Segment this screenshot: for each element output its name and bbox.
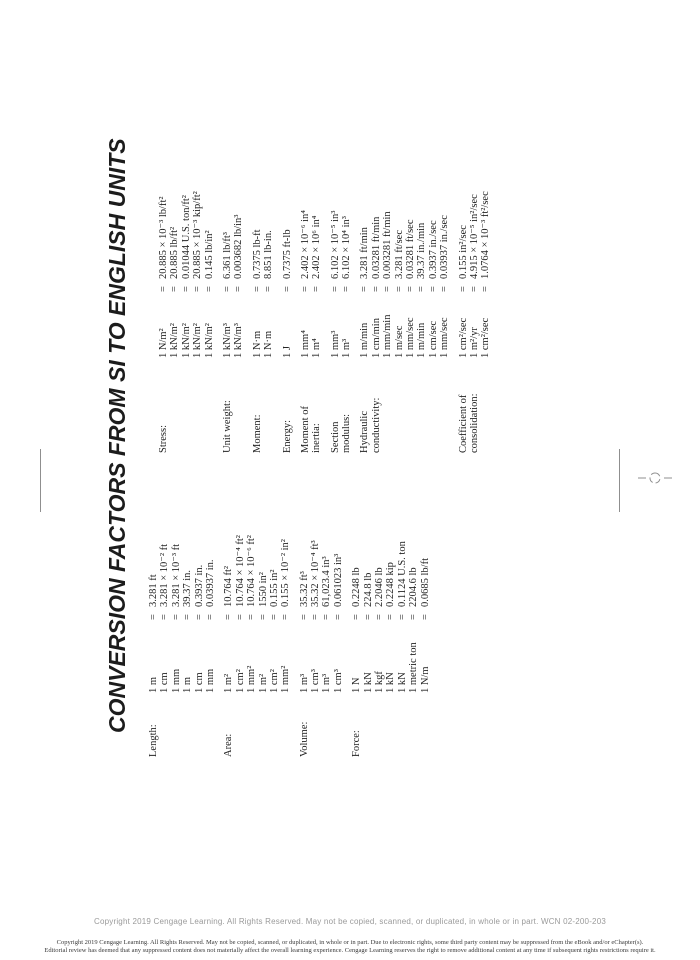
si-unit: 1 m³	[298, 673, 310, 693]
english-value: 0.0685 lb/ft	[419, 558, 431, 607]
english-value: 0.1124 U.S. ton	[396, 541, 408, 607]
si-unit: 1 mm	[204, 668, 216, 693]
conversion-row	[416, 108, 427, 358]
english-value: 0.3937 in./sec	[427, 220, 439, 279]
english-value: 20.885 × 10⁻³ lb/ft²	[158, 196, 169, 279]
english-value: 3.281 ft/sec	[393, 230, 405, 279]
conversion-row	[382, 108, 393, 358]
equals-sign: =	[159, 614, 171, 620]
equals-sign: =	[192, 286, 204, 292]
english-value: 39.37 in./min	[416, 222, 428, 279]
english-value: 224.8 lb	[362, 572, 374, 607]
si-unit: 1 m	[148, 676, 159, 693]
conversion-section	[458, 108, 492, 453]
conversion-row	[374, 457, 385, 693]
equals-sign: =	[221, 286, 233, 292]
english-value: 0.03937 in./sec	[439, 215, 451, 279]
conversion-section	[299, 457, 345, 757]
registration-mark-icon	[638, 470, 672, 486]
si-unit: 1 m³	[341, 338, 353, 358]
conversion-section	[252, 108, 275, 453]
conversion-row	[330, 108, 341, 358]
conversion-row	[205, 457, 216, 693]
english-value: 0.2248 lb	[351, 567, 363, 607]
equals-sign: =	[223, 614, 235, 620]
footer-copyright-line-1: Copyright 2019 Cengage Learning. All Rights Reserved. May not be copied, scanned, or duplicated, in whole or in part. WCN 02-200-203	[93, 917, 607, 926]
equals-sign: =	[480, 286, 492, 292]
equals-sign: =	[351, 614, 363, 620]
english-value: 20.885 × 10⁻³ kip/ft²	[192, 191, 204, 279]
conversion-section	[222, 108, 245, 453]
conversion-row	[458, 108, 469, 358]
english-value: 0.155 × 10⁻² in²	[280, 539, 292, 607]
si-unit: 1 m²	[257, 673, 269, 693]
section-rows	[222, 108, 245, 358]
si-unit: 1 metric ton	[408, 642, 420, 693]
footer-copyright-line-3: Editorial review has deemed that any suppressed content does not materially affect the overall learning experience. Cengage Learning reserves the right to remove additional content at any time if subsequent rights restrictions require it.	[44, 947, 656, 954]
conversion-row	[333, 457, 344, 693]
conversion-section	[330, 108, 353, 453]
si-unit: 1 cm	[193, 672, 205, 693]
section-label: Unit weight:	[221, 400, 233, 453]
english-value: 2.402 × 10⁶ in⁴	[311, 215, 323, 279]
equals-sign: =	[169, 286, 181, 292]
si-unit: 1 m²/yr	[468, 327, 480, 358]
conversion-row	[300, 108, 311, 358]
si-unit: 1 cm²	[268, 669, 280, 693]
english-value: 2.402 × 10⁻⁶ in⁴	[299, 210, 311, 279]
conversion-row	[181, 108, 192, 358]
section-rows	[351, 457, 431, 693]
section-label: Area:	[223, 733, 235, 757]
conversion-row	[222, 108, 233, 358]
section-label: Moment of inertia:	[299, 406, 323, 453]
page-title: CONVERSION FACTORS FROM SI TO ENGLISH UNITS	[104, 138, 130, 733]
equals-sign: =	[332, 614, 344, 620]
conversion-row	[310, 457, 321, 693]
equals-sign: =	[257, 614, 269, 620]
conversion-row	[223, 457, 234, 693]
si-unit: 1 m/sec	[393, 325, 405, 358]
english-value: 0.061023 in³	[332, 553, 344, 607]
english-value: 39.37 in.	[182, 569, 194, 607]
conversion-row	[428, 108, 439, 358]
section-label: Moment:	[251, 414, 263, 453]
english-value: 20.885 lb/ft²	[169, 226, 181, 279]
english-value: 0.2248 kip	[385, 562, 397, 607]
section-rows	[223, 457, 291, 693]
si-unit: 1 mm/min	[382, 314, 394, 358]
section-label: Section modulus:	[329, 413, 353, 453]
english-value: 61,023.4 in³	[321, 556, 333, 607]
equals-sign: =	[204, 614, 216, 620]
conversion-row	[169, 108, 180, 358]
english-value: 0.03281 ft/min	[370, 216, 382, 279]
conversion-row	[397, 457, 408, 693]
equals-sign: =	[246, 614, 258, 620]
conversion-section	[148, 457, 216, 757]
conversion-row	[233, 108, 244, 358]
conversion-section	[359, 108, 450, 453]
equals-sign: =	[359, 286, 371, 292]
conversion-row	[408, 457, 419, 693]
conversion-row	[204, 108, 215, 358]
english-value: 0.003682 lb/in³	[233, 214, 245, 279]
si-unit: 1 cm²/sec	[480, 317, 492, 358]
equals-sign: =	[468, 286, 480, 292]
si-unit: 1 mm⁴	[299, 330, 311, 358]
si-unit: 1 m³	[321, 673, 333, 693]
english-value: 2204.6 lb	[408, 567, 420, 607]
conversion-row	[469, 108, 480, 358]
si-unit: 1 N/m	[419, 666, 431, 693]
si-unit: 1 kgf	[374, 671, 386, 693]
equals-sign: =	[329, 286, 341, 292]
equals-sign: =	[263, 286, 275, 292]
si-unit: 1 kN	[396, 672, 408, 693]
si-unit: 1 N	[351, 677, 363, 693]
section-rows	[330, 108, 353, 358]
section-rows	[158, 108, 215, 358]
english-value: 0.155 in²	[268, 569, 280, 607]
si-unit: 1 m/min	[359, 322, 371, 358]
english-value: 6.102 × 10⁴ in³	[341, 216, 353, 279]
si-unit: 1 cm³	[332, 669, 344, 693]
si-unit: 1 kN/m²	[169, 323, 181, 358]
si-unit: 1 N·m	[263, 330, 275, 358]
equals-sign: =	[180, 286, 192, 292]
si-unit: 1 cm³	[310, 669, 322, 693]
english-value: 10.764 × 10⁻⁶ ft²	[246, 535, 258, 607]
conversion-row	[269, 457, 280, 693]
si-unit: 1 mm²	[246, 665, 258, 693]
section-label: Coefficient of consolidation:	[457, 393, 480, 453]
fold-mark-top	[40, 449, 41, 512]
conversion-table-right-column	[158, 108, 499, 453]
si-unit: 1 mm	[170, 668, 182, 693]
equals-sign: =	[393, 286, 405, 292]
si-unit: 1 N·m	[251, 330, 263, 358]
section-rows	[458, 108, 492, 358]
conversion-section	[351, 457, 431, 757]
english-value: 1550 in²	[257, 572, 269, 607]
si-unit: 1 cm²/sec	[457, 317, 469, 358]
equals-sign: =	[251, 286, 263, 292]
equals-sign: =	[299, 286, 311, 292]
equals-sign: =	[321, 614, 333, 620]
equals-sign: =	[281, 286, 293, 292]
section-label: Volume:	[298, 721, 310, 757]
english-value: 0.145 lb/in²	[203, 230, 215, 279]
conversion-row	[246, 457, 257, 693]
footer-copyright-line-2: Copyright 2019 Cengage Learning. All Rights Reserved. May not be copied, scanned, or duplicated, in whole or in part. Due to electronic rights, some third party content may be suppressed from the eBook and/or eChapter(s).	[56, 939, 644, 946]
english-value: 3.281 × 10⁻³ ft	[170, 543, 182, 607]
equals-sign: =	[374, 614, 386, 620]
section-rows	[252, 108, 275, 358]
si-unit: 1 N/m²	[158, 328, 169, 358]
english-value: 3.281 × 10⁻² ft	[159, 543, 171, 607]
equals-sign: =	[182, 614, 194, 620]
conversion-row	[420, 457, 431, 693]
english-value: 3.281 ft	[148, 574, 159, 607]
section-rows	[300, 108, 323, 358]
conversion-row	[192, 108, 203, 358]
conversion-row	[321, 457, 332, 693]
section-label: Stress:	[158, 424, 169, 453]
conversion-row	[385, 457, 396, 693]
equals-sign: =	[385, 614, 397, 620]
section-rows	[148, 457, 216, 693]
english-value: 6.102 × 10⁻⁵ in³	[329, 210, 341, 279]
conversion-table-left-column	[148, 457, 438, 757]
english-value: 0.155 in²/sec	[457, 225, 469, 279]
si-unit: 1 m²	[223, 673, 235, 693]
si-unit: 1 m/min	[416, 322, 428, 358]
equals-sign: =	[427, 286, 439, 292]
equals-sign: =	[439, 286, 451, 292]
conversion-section	[158, 108, 215, 453]
conversion-row	[252, 108, 263, 358]
si-unit: 1 m	[182, 676, 194, 693]
conversion-row	[235, 457, 246, 693]
equals-sign: =	[298, 614, 310, 620]
si-unit: 1 mm³	[329, 330, 341, 358]
english-value: 2.2046 lb	[374, 567, 386, 607]
si-unit: 1 mm²	[280, 665, 292, 693]
equals-sign: =	[396, 614, 408, 620]
english-value: 35.32 × 10⁻⁴ ft³	[310, 540, 322, 607]
equals-sign: =	[280, 614, 292, 620]
section-label: Length:	[148, 724, 159, 757]
equals-sign: =	[170, 614, 182, 620]
conversion-row	[148, 457, 159, 693]
conversion-row	[351, 457, 362, 693]
conversion-row	[159, 457, 170, 693]
si-unit: 1 kN/m³	[221, 323, 233, 358]
si-unit: 1 mm/sec	[439, 317, 451, 358]
conversion-row	[311, 108, 322, 358]
equals-sign: =	[370, 286, 382, 292]
equals-sign: =	[233, 286, 245, 292]
conversion-row	[282, 108, 293, 358]
si-unit: 1 kN/m²	[203, 323, 215, 358]
si-unit: 1 J	[281, 346, 293, 358]
equals-sign: =	[311, 286, 323, 292]
equals-sign: =	[457, 286, 469, 292]
english-value: 0.3937 in.	[193, 564, 205, 607]
conversion-row	[158, 108, 169, 358]
english-value: 3.281 ft/min	[359, 227, 371, 279]
conversion-row	[405, 108, 416, 358]
equals-sign: =	[310, 614, 322, 620]
si-unit: 1 kN/m³	[233, 323, 245, 358]
equals-sign: =	[234, 614, 246, 620]
english-value: 10.764 × 10⁻⁴ ft²	[234, 535, 246, 607]
si-unit: 1 cm/min	[370, 318, 382, 358]
equals-sign: =	[408, 614, 420, 620]
si-unit: 1 kN/m²	[180, 323, 192, 358]
english-value: 0.7375 lb-ft	[251, 229, 263, 279]
conversion-row	[258, 457, 269, 693]
english-value: 10.764 ft²	[223, 565, 235, 607]
conversion-row	[439, 108, 450, 358]
equals-sign: =	[268, 614, 280, 620]
fold-mark-bottom	[619, 449, 620, 512]
si-unit: 1 cm²	[234, 669, 246, 693]
conversion-row	[341, 108, 352, 358]
english-value: 35.32 ft³	[298, 571, 310, 607]
conversion-row	[394, 108, 405, 358]
equals-sign: =	[382, 286, 394, 292]
english-value: 0.003281 ft/min	[382, 211, 394, 279]
conversion-row	[194, 457, 205, 693]
equals-sign: =	[158, 286, 169, 292]
english-value: 0.01044 U.S. ton/ft²	[180, 195, 192, 279]
equals-sign: =	[416, 286, 428, 292]
section-rows	[359, 108, 450, 358]
si-unit: 1 mm/sec	[405, 317, 417, 358]
equals-sign: =	[341, 286, 353, 292]
conversion-row	[371, 108, 382, 358]
section-label: Hydraulic conductivity:	[359, 397, 382, 453]
section-rows	[282, 108, 293, 358]
si-unit: 1 kN	[362, 672, 374, 693]
equals-sign: =	[203, 286, 215, 292]
english-value: 1.0764 × 10⁻³ ft²/sec	[480, 191, 492, 279]
si-unit: 1 kN/m²	[192, 323, 204, 358]
english-value: 4.915 × 10⁻⁵ in²/sec	[468, 194, 480, 279]
conversion-row	[171, 457, 182, 693]
english-value: 6.361 lb/ft³	[221, 232, 233, 279]
conversion-section	[223, 457, 291, 757]
section-label: Force:	[351, 730, 363, 757]
equals-sign: =	[148, 614, 159, 620]
english-value: 0.03937 in.	[204, 559, 216, 607]
si-unit: 1 cm	[159, 672, 171, 693]
conversion-row	[363, 457, 374, 693]
conversion-row	[280, 457, 291, 693]
conversion-row	[182, 457, 193, 693]
equals-sign: =	[362, 614, 374, 620]
si-unit: 1 cm/sec	[427, 320, 439, 358]
conversion-section	[282, 108, 293, 453]
english-value: 8.851 lb-in.	[263, 230, 275, 279]
conversion-row	[299, 457, 310, 693]
conversion-row	[480, 108, 491, 358]
section-rows	[299, 457, 345, 693]
equals-sign: =	[193, 614, 205, 620]
section-label: Energy:	[281, 419, 293, 453]
equals-sign: =	[419, 614, 431, 620]
si-unit: 1 m⁴	[311, 338, 323, 358]
conversion-row	[359, 108, 370, 358]
english-value: 0.7375 ft-lb	[281, 229, 293, 279]
equals-sign: =	[405, 286, 417, 292]
si-unit: 1 kN	[385, 672, 397, 693]
conversion-section	[300, 108, 323, 453]
english-value: 0.03281 ft/sec	[405, 219, 417, 279]
conversion-row	[263, 108, 274, 358]
